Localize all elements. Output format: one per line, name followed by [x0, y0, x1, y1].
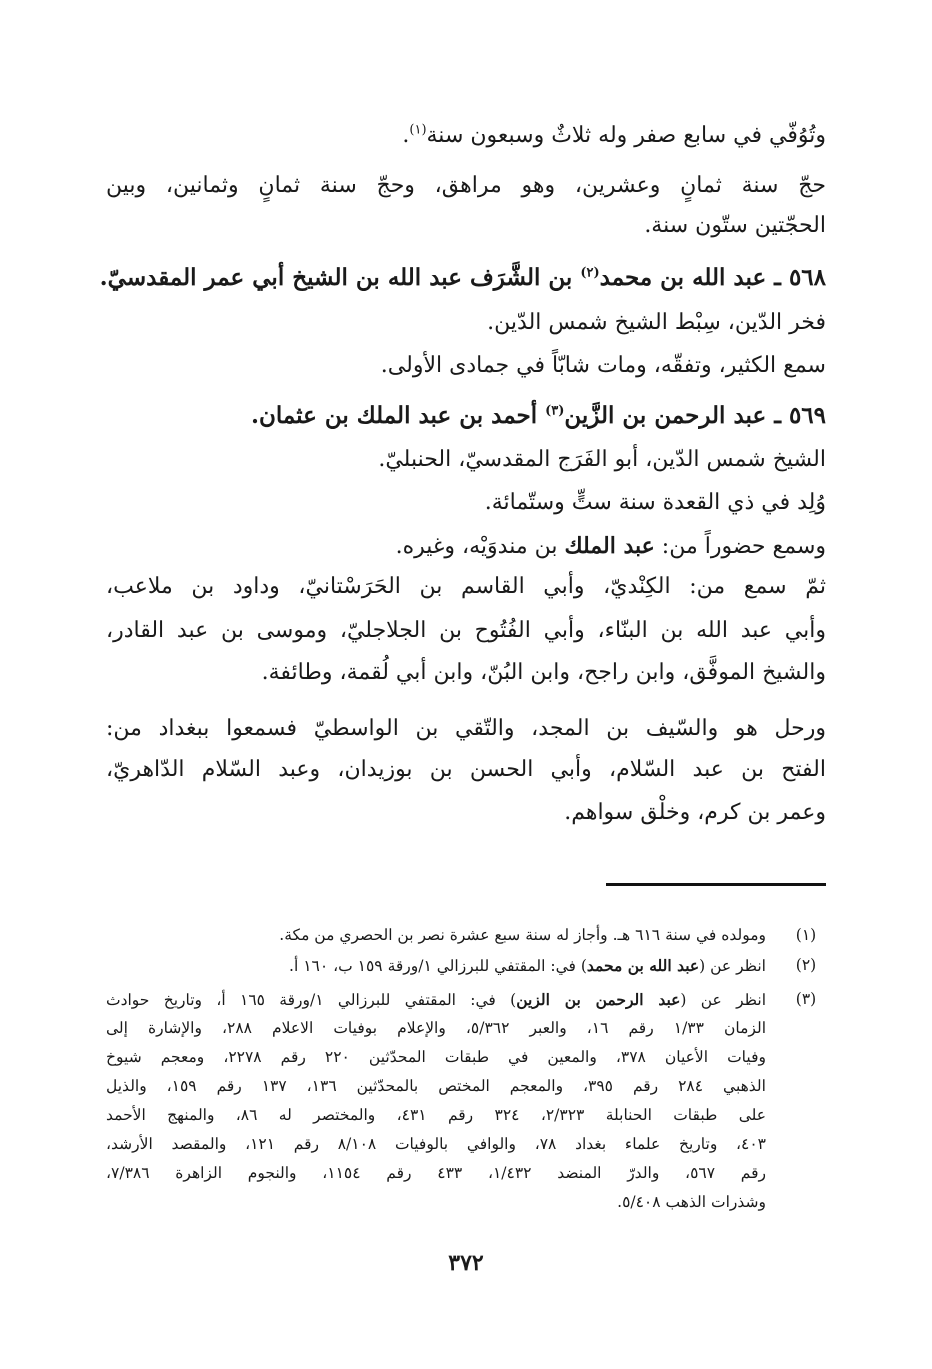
text-line: الشيخ شمس الدّين، أبو الفَرَج المقدسيّ، الحنبليّ.	[378, 447, 826, 472]
text-line: الفتح بن عبد السّلام، وأبي الحسن بن بوزيدان، وعبد السّلام الدّاهريّ،	[106, 757, 826, 782]
text-line: وسمع حضوراً من: عبد الملك بن مندوَيْه، وغيره.	[395, 533, 826, 559]
footnote-number: (٢)	[795, 956, 817, 974]
text-line: وُلِد في ذي القعدة سنة ستٍّ وستّمائة.	[484, 490, 826, 515]
page-number: ٣٧٢	[448, 1250, 484, 1276]
text-line: حجّ سنة ثمانٍ وعشرين، وهو مراهق، وحجّ سنة ثمانٍ وثمانين، وبين	[106, 173, 826, 198]
text-line: ثمّ سمع من: الكِنْديّ، وأبي القاسم بن الحَرَسْتانيّ، وداود بن ملاعب،	[106, 574, 826, 599]
footnote-number: (١)	[795, 926, 817, 944]
entry-heading-569: ٥٦٩ ـ عبد الرحمن بن الزَّين$^{(٣)}$ أحمد بن عبد الملك بن عثمان.	[250, 402, 826, 429]
text-line: وعمر بن كرم، وخلْق سواهم.	[564, 800, 826, 825]
text-line: وأبي عبد الله بن البنّاء، وأبي الفُتُوح بن الجلاجليّ، وموسى بن عبد القادر،	[106, 618, 826, 643]
footnote-ref[interactable]: (٢)	[580, 265, 600, 281]
text-line: سمع الكثير، وتفقّه، ومات شابّاً في جمادى الأولى.	[380, 353, 826, 378]
page-content: وتُوُفّي في سابع صفر وله ثلاثٌ وسبعون سنة$^{(١)}$. حجّ سنة ثمانٍ وعشرين، وهو مراهق، وحجّ سنة ثمانٍ وثمانين، وبين الحجّتين ستّون سنة. ٥٦٨ ـ عبد الله بن محمد$^{(٢)}$ بن الشَّرَف عبد الله بن الشيخ أبي عمر المقدسيّ. فخر الدّين، سِبْط الشيخ شمس الدّين. سمع الكثير، وتفقّه، ومات شابّاً في جمادى الأولى. ٥٦٩ ـ عبد الرحمن بن الزَّين$^{(٣)}$ أحمد بن عبد الملك بن عثمان. الشيخ شمس الدّين، أبو الفَرَج المقدسيّ، الحنبليّ. وُلِد في ذي القعدة سنة ستٍّ وستّمائة. وسمع حضوراً من: عبد الملك بن مندوَيْه، وغيره. ثمّ سمع من: الكِنْديّ، وأبي القاسم بن الحَرَسْتانيّ، وداود بن ملاعب، وأبي عبد الله بن البنّاء، وأبي الفُتُوح بن الجلاجليّ، وموسى بن عبد القادر، والشيخ الموفَّق، وابن راجح، وابن البُنّ، وابن أبي لُقمة، وطائفة. ورحل هو والسّيف بن المجد، والتّقي بن الواسطيّ فسمعوا ببغداد من: الفتح بن عبد السّلام، وأبي الحسن بن بوزيدان، وعبد السّلام الدّاهريّ، وعمر بن كرم، وخلْق سواهم. (١) ومولده في سنة ٦١٦ هـ. وأجاز له سنة سبع عشرة نصر بن الحصري من مكة. (٢) انظر عن (عبد الله بن محمد) في: المقتفي للبرزالي ١/ورقة ١٥٩ ب، ١٦٠ أ. (٣) انظر عن (عبد الرحمن بن الزين) في: المقتفي للبرزالي ١/ورقة ١٦٥ أ، وتاريخ حوادث الزمان ١/٣٣ رقم ١٦، والعبر ٥/٣٦٢، والإعلام بوفيات الاعلام ٢٨٨، والإشارة إلى وفيات الأعيان ٣٧٨، والمعين في طبقات المحدّثين ٢٢٠ رقم ٢٢٧٨، ومعجم شيوخ الذهبي ٢٨٤ رقم ٣٩٥، والمعجم المختص بالمحدّثين ١٣٦، ١٣٧ رقم ١٥٩، والذيل على طبقات الحنابلة ٢/٣٢٣، ٣٢٤ رقم ٤٣١، والمختصر له ٨٦، والمنهج الأحمد ٤٠٣، وتاريخ علماء بغداد ٧٨، والوافي بالوفيات ٨/١٠٨ رقم ١٢١، والمقصد الأرشد، رقم ٥٦٧، والدرّ المنضد ١/٤٣٢، ٤٣٣ رقم ١١٥٤، والنجوم الزاهرة ٧/٣٨٦، وشذرات الذهب ٥/٤٠٨.	[106, 0, 826, 1369]
text-line: فخر الدّين، سِبْط الشيخ شمس الدّين.	[487, 310, 826, 335]
footnote-separator	[606, 883, 826, 886]
text-line: الحجّتين ستّون سنة.	[644, 213, 826, 238]
text-line: والشيخ الموفَّق، وابن راجح، وابن البُنّ، وابن أبي لُقمة، وطائفة.	[261, 660, 826, 685]
entry-heading-568: ٥٦٨ ـ عبد الله بن محمد$^{(٢)}$ بن الشَّرَف عبد الله بن الشيخ أبي عمر المقدسيّ.	[99, 264, 826, 291]
text-line: ورحل هو والسّيف بن المجد، والتّقي بن الواسطيّ فسمعوا ببغداد من:	[106, 716, 827, 741]
footnote-number: (٣)	[795, 990, 817, 1008]
text-line: وتُوُفّي في سابع صفر وله ثلاثٌ وسبعون سنة$^{(١)}$.	[402, 122, 826, 148]
footnote-ref[interactable]: (٣)	[545, 403, 565, 419]
footnote-ref[interactable]: (١)	[409, 122, 427, 138]
